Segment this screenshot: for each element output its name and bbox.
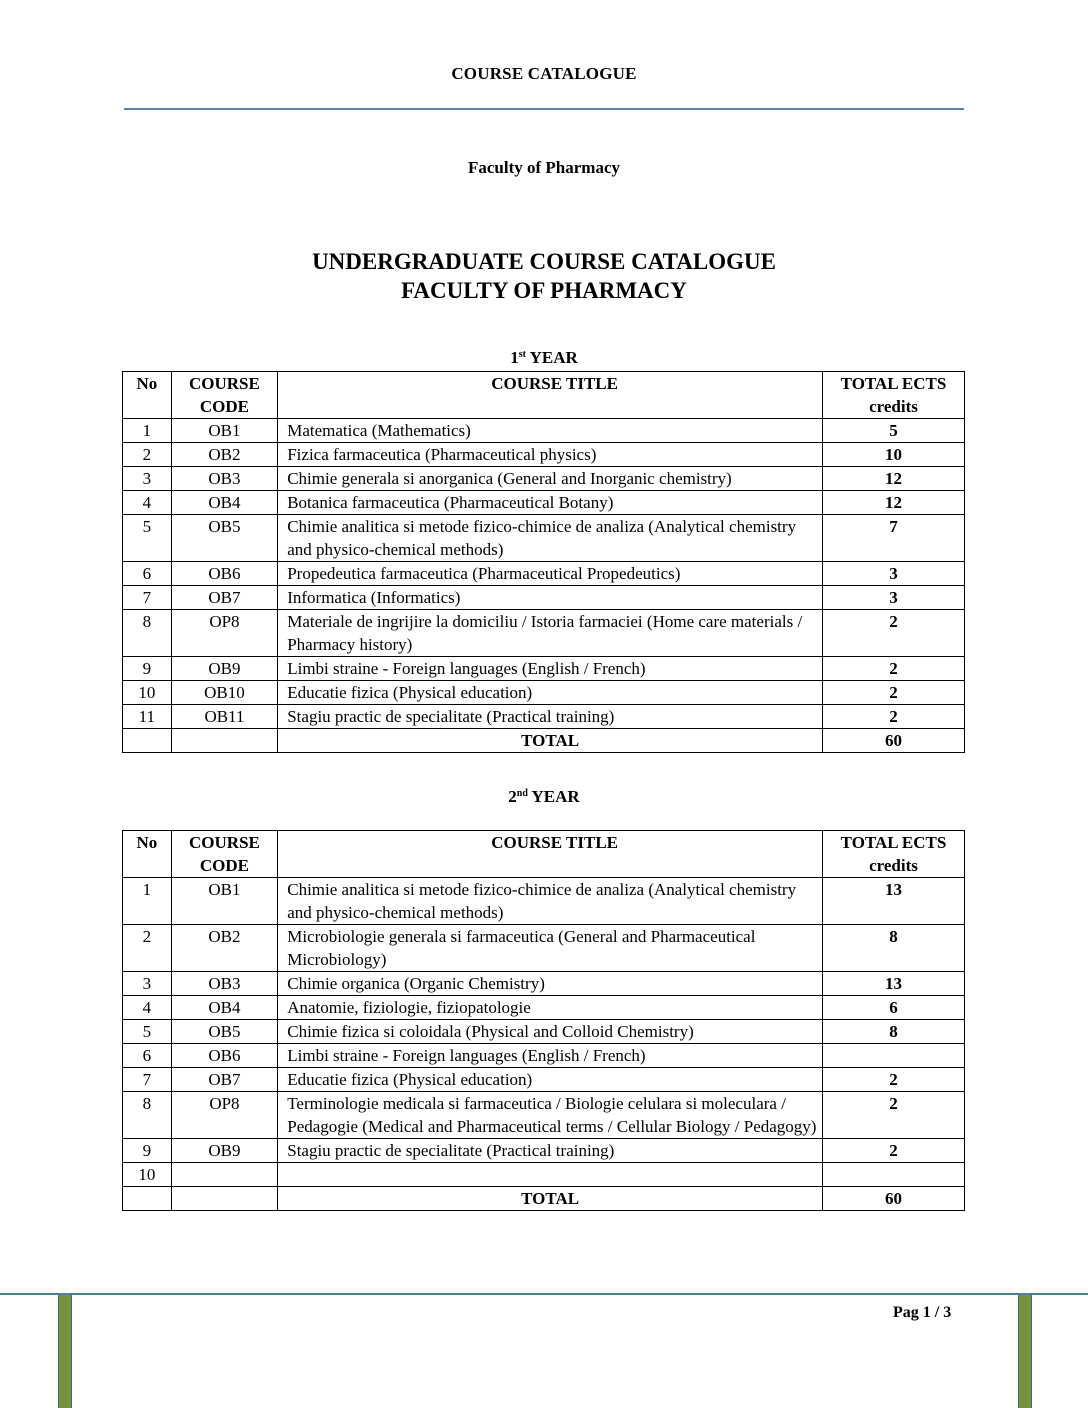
row-number: 2 xyxy=(123,925,172,972)
year-2-course-table xyxy=(122,830,965,1211)
table-row xyxy=(123,996,965,1020)
course-code: OB1 xyxy=(171,419,278,443)
course-title: Materiale de ingrijire la domiciliu / Istoria farmaciei (Home care materials / Pharmacy history) xyxy=(278,610,823,657)
course-code: OB3 xyxy=(171,972,278,996)
course-code xyxy=(171,1163,278,1187)
column-header-ects-line-2: credits xyxy=(869,397,918,416)
row-number: 8 xyxy=(123,1092,172,1139)
footer-left-bar xyxy=(58,1295,72,1408)
year-number: 2 xyxy=(508,787,517,806)
course-title: Stagiu practic de specialitate (Practical training) xyxy=(278,705,823,729)
empty-cell xyxy=(123,1187,172,1211)
row-number: 1 xyxy=(123,419,172,443)
course-code: OB9 xyxy=(171,657,278,681)
course-title: Chimie fizica si coloidala (Physical and Colloid Chemistry) xyxy=(278,1020,823,1044)
course-code: OB10 xyxy=(171,681,278,705)
footer-divider xyxy=(0,1293,1088,1295)
course-title: Microbiologie generala si farmaceutica (General and Pharmaceutical Microbiology) xyxy=(278,925,823,972)
table-row xyxy=(123,681,965,705)
table-row xyxy=(123,1020,965,1044)
empty-cell xyxy=(123,729,172,753)
course-title: Stagiu practic de specialitate (Practical training) xyxy=(278,1139,823,1163)
header-divider xyxy=(124,108,964,110)
course-code: OB5 xyxy=(171,1020,278,1044)
column-header-course-title: COURSE TITLE xyxy=(278,372,823,419)
total-ects-value: 60 xyxy=(823,729,965,753)
course-title xyxy=(278,1163,823,1187)
total-ects-value: 60 xyxy=(823,1187,965,1211)
ects-credits: 2 xyxy=(823,610,965,657)
table-row xyxy=(123,515,965,562)
ects-credits: 2 xyxy=(823,1092,965,1139)
year-1-heading xyxy=(0,348,1088,368)
ects-credits: 7 xyxy=(823,515,965,562)
table-header-row xyxy=(123,831,965,878)
ects-credits: 10 xyxy=(823,443,965,467)
table-row xyxy=(123,1092,965,1139)
course-code: OP8 xyxy=(171,1092,278,1139)
year-ordinal-suffix: nd xyxy=(516,788,528,799)
row-number: 10 xyxy=(123,681,172,705)
table-row xyxy=(123,491,965,515)
ects-credits: 5 xyxy=(823,419,965,443)
row-number: 1 xyxy=(123,878,172,925)
row-number: 3 xyxy=(123,972,172,996)
table-row xyxy=(123,1163,965,1187)
year-1-course-table xyxy=(122,371,965,753)
year-number: 1 xyxy=(510,348,519,367)
footer-right-bar xyxy=(1018,1295,1032,1408)
ects-credits: 13 xyxy=(823,878,965,925)
table-row xyxy=(123,925,965,972)
table-row xyxy=(123,878,965,925)
course-title: Chimie analitica si metode fizico-chimice de analiza (Analytical chemistry and physico-chemical methods) xyxy=(278,878,823,925)
ects-credits: 2 xyxy=(823,1139,965,1163)
table-row xyxy=(123,467,965,491)
row-number: 9 xyxy=(123,1139,172,1163)
ects-credits: 6 xyxy=(823,996,965,1020)
column-header-ects-line-1: TOTAL ECTS xyxy=(840,374,947,393)
course-code: OB4 xyxy=(171,996,278,1020)
document-title-line-1: UNDERGRADUATE COURSE CATALOGUE xyxy=(312,249,776,274)
row-number: 4 xyxy=(123,491,172,515)
column-header-no: No xyxy=(123,372,172,419)
row-number: 5 xyxy=(123,515,172,562)
row-number: 8 xyxy=(123,610,172,657)
column-header-course-title: COURSE TITLE xyxy=(278,831,823,878)
row-number: 6 xyxy=(123,1044,172,1068)
ects-credits: 2 xyxy=(823,1068,965,1092)
table-row xyxy=(123,657,965,681)
course-title: Educatie fizica (Physical education) xyxy=(278,681,823,705)
course-code: OB3 xyxy=(171,467,278,491)
ects-credits: 2 xyxy=(823,705,965,729)
table-header-row xyxy=(123,372,965,419)
course-title: Botanica farmaceutica (Pharmaceutical Botany) xyxy=(278,491,823,515)
column-header-no: No xyxy=(123,831,172,878)
course-code: OB6 xyxy=(171,1044,278,1068)
row-number: 10 xyxy=(123,1163,172,1187)
ects-credits: 13 xyxy=(823,972,965,996)
table-row xyxy=(123,419,965,443)
course-code: OB6 xyxy=(171,562,278,586)
year-label: YEAR xyxy=(529,348,578,367)
ects-credits: 2 xyxy=(823,657,965,681)
page-number: Pag 1 / 3 xyxy=(893,1304,952,1321)
column-header-ects-line-2: credits xyxy=(869,856,918,875)
table-row xyxy=(123,1044,965,1068)
table-row xyxy=(123,562,965,586)
table-row xyxy=(123,972,965,996)
course-title: Anatomie, fiziologie, fiziopatologie xyxy=(278,996,823,1020)
course-title: Limbi straine - Foreign languages (English / French) xyxy=(278,657,823,681)
row-number: 7 xyxy=(123,1068,172,1092)
ects-credits: 2 xyxy=(823,681,965,705)
ects-credits: 3 xyxy=(823,586,965,610)
table-row xyxy=(123,443,965,467)
course-title: Informatica (Informatics) xyxy=(278,586,823,610)
running-header-title: COURSE CATALOGUE xyxy=(451,64,637,83)
column-header-course-code xyxy=(171,372,278,419)
ects-credits: 8 xyxy=(823,925,965,972)
ects-credits: 12 xyxy=(823,467,965,491)
column-header-course-code xyxy=(171,831,278,878)
total-label: TOTAL xyxy=(278,1187,823,1211)
course-title: Chimie generala si anorganica (General and Inorganic chemistry) xyxy=(278,467,823,491)
row-number: 2 xyxy=(123,443,172,467)
table-row xyxy=(123,586,965,610)
table-row xyxy=(123,1068,965,1092)
total-label: TOTAL xyxy=(278,729,823,753)
row-number: 4 xyxy=(123,996,172,1020)
course-code: OB11 xyxy=(171,705,278,729)
empty-cell xyxy=(171,729,278,753)
course-code: OB7 xyxy=(171,1068,278,1092)
course-code: OB5 xyxy=(171,515,278,562)
column-header-code-line-1: COURSE xyxy=(189,833,260,852)
course-code: OP8 xyxy=(171,610,278,657)
course-title: Matematica (Mathematics) xyxy=(278,419,823,443)
course-code: OB7 xyxy=(171,586,278,610)
ects-credits xyxy=(823,1163,965,1187)
total-row xyxy=(123,729,965,753)
year-ordinal-suffix: st xyxy=(518,349,526,360)
course-code: OB2 xyxy=(171,443,278,467)
row-number: 5 xyxy=(123,1020,172,1044)
total-row xyxy=(123,1187,965,1211)
course-title: Chimie analitica si metode fizico-chimice de analiza (Analytical chemistry and physico-chemical methods) xyxy=(278,515,823,562)
row-number: 9 xyxy=(123,657,172,681)
column-header-ects-line-1: TOTAL ECTS xyxy=(840,833,947,852)
column-header-ects xyxy=(823,372,965,419)
row-number: 6 xyxy=(123,562,172,586)
table-row xyxy=(123,705,965,729)
ects-credits: 8 xyxy=(823,1020,965,1044)
year-2-heading xyxy=(0,787,1088,807)
document-title xyxy=(0,247,1088,305)
row-number: 11 xyxy=(123,705,172,729)
year-label: YEAR xyxy=(531,787,580,806)
course-code: OB2 xyxy=(171,925,278,972)
row-number: 3 xyxy=(123,467,172,491)
course-code: OB9 xyxy=(171,1139,278,1163)
course-code: OB4 xyxy=(171,491,278,515)
course-title: Terminologie medicala si farmaceutica / Biologie celulara si moleculara / Pedagogie (Medical and Pharmaceutical terms / Cellular Biology / Pedagogy) xyxy=(278,1092,823,1139)
ects-credits: 12 xyxy=(823,491,965,515)
empty-cell xyxy=(171,1187,278,1211)
ects-credits xyxy=(823,1044,965,1068)
column-header-code-line-2: CODE xyxy=(199,856,250,875)
course-title: Chimie organica (Organic Chemistry) xyxy=(278,972,823,996)
document-title-line-2: FACULTY OF PHARMACY xyxy=(401,278,687,303)
faculty-name: Faculty of Pharmacy xyxy=(467,158,621,177)
table-row xyxy=(123,610,965,657)
column-header-code-line-2: CODE xyxy=(199,397,249,416)
course-title: Educatie fizica (Physical education) xyxy=(278,1068,823,1092)
column-header-ects xyxy=(823,831,965,878)
course-code: OB1 xyxy=(171,878,278,925)
ects-credits: 3 xyxy=(823,562,965,586)
course-title: Limbi straine - Foreign languages (English / French) xyxy=(278,1044,823,1068)
course-title: Propedeutica farmaceutica (Pharmaceutical Propedeutics) xyxy=(278,562,823,586)
course-title: Fizica farmaceutica (Pharmaceutical physics) xyxy=(278,443,823,467)
row-number: 7 xyxy=(123,586,172,610)
column-header-code-line-1: COURSE xyxy=(189,374,260,393)
table-row xyxy=(123,1139,965,1163)
